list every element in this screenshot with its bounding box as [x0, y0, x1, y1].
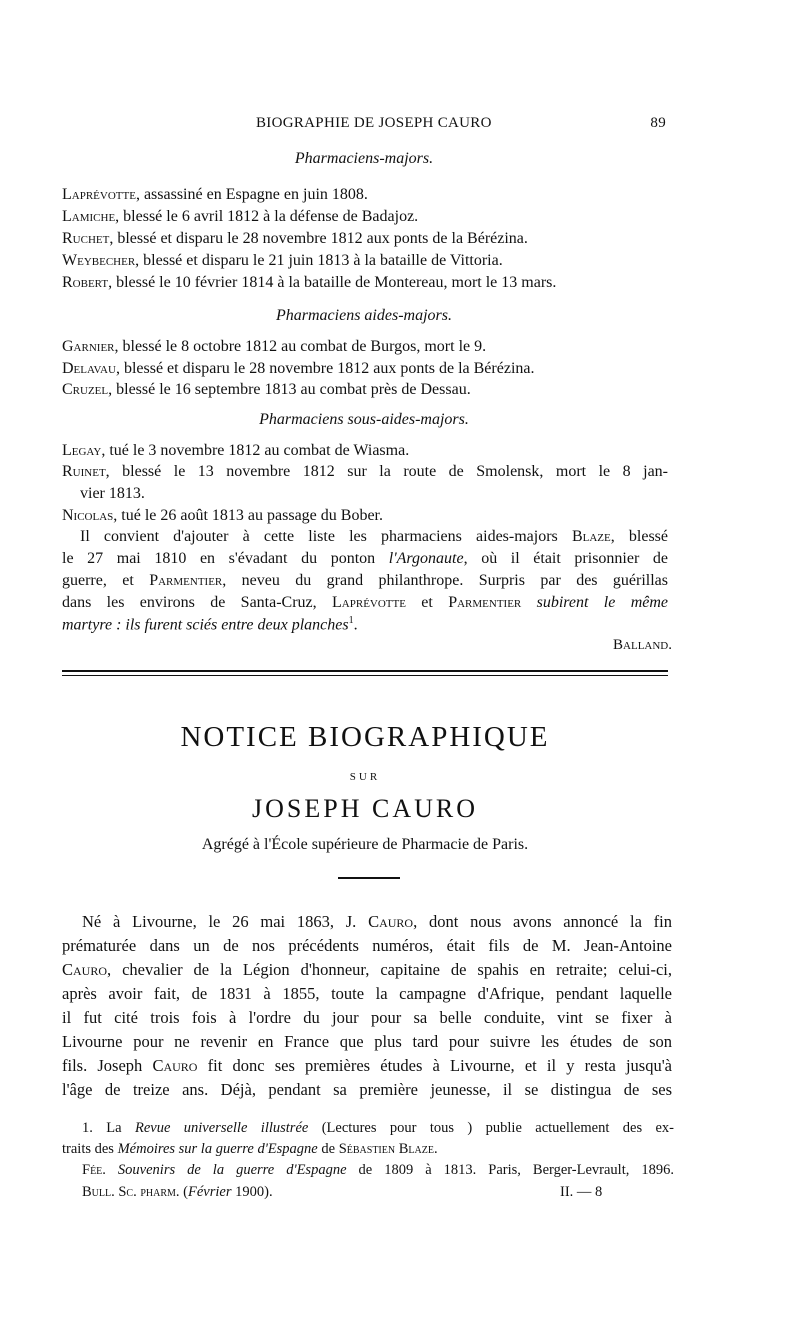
notice-title: NOTICE BIOGRAPHIQUE [180, 721, 550, 753]
body-line: après avoir fait, de 1831 à 1855, toute la campagne d'Afrique, pendant laquelle [62, 984, 672, 1003]
notice-subtitle: Agrégé à l'École supérieure de Pharmacie de Paris. [201, 836, 529, 853]
closing-line: dans les environs de Santa-Cruz, Laprévotte et Parmentier subirent le même [62, 594, 669, 611]
body-line: l'âge de treize ans. Déjà, pendant sa première jeunesse, il se distingua de ses [62, 1080, 672, 1099]
body-line: prématurée dans un de nos précédents numéros, était fils de M. Jean-Antoine [62, 936, 672, 955]
closing-line: Il convient d'ajouter à cette liste les pharmaciens aides-majors Blaze, blessé [80, 528, 668, 545]
header-title: BIOGRAPHIE DE JOSEPH CAURO [256, 115, 492, 131]
list-item: Garnier, blessé le 8 octobre 1812 au combat de Burgos, mort le 9. [62, 338, 487, 355]
section-heading-aides: Pharmaciens aides-majors. [276, 307, 452, 324]
list-item-continuation: vier 1813. [80, 485, 145, 502]
short-rule [338, 877, 400, 879]
notice-name: JOSEPH CAURO [252, 794, 478, 823]
list-item: Nicolas, tué le 26 août 1813 au passage du Bober. [62, 507, 383, 524]
list-item: Lamiche, blessé le 6 avril 1812 à la défense de Badajoz. [62, 208, 419, 225]
body-line: il fut cité trois fois à l'ordre du jour pour sa belle conduite, vint se fixer à [62, 1008, 672, 1027]
section-heading-sous-aides: Pharmaciens sous-aides-majors. [259, 411, 469, 428]
double-rule-bottom [62, 675, 668, 676]
list-item: Laprévotte, assassiné en Espagne en juin 1808. [62, 186, 368, 203]
body-line: fils. Joseph Cauro fit donc ses premières études à Livourne, et il y resta jusqu'à [62, 1056, 672, 1075]
body-line: Livourne pour ne revenir en France que plus tard pour suivre les études de son [62, 1032, 672, 1051]
list-item: Robert, blessé le 10 février 1814 à la bataille de Montereau, mort le 13 mars. [62, 274, 557, 291]
closing-line: le 27 mai 1810 en s'évadant du ponton l'Argonaute, où il était prisonnier de [62, 550, 669, 567]
footnote-line: traits des Mémoires sur la guerre d'Espagne de Sébastien Blaze. [62, 1141, 438, 1157]
footnote-line: 1. La Revue universelle illustrée (Lectures pour tous ) publie actuellement des ex- [82, 1120, 674, 1136]
page-number: 89 [650, 115, 666, 131]
footer-journal: Bull. Sc. pharm. (Février 1900). [82, 1184, 273, 1200]
list-item: Ruinet, blessé le 13 novembre 1812 sur la route de Smolensk, mort le 8 jan- [62, 463, 668, 480]
closing-line: guerre, et Parmentier, neveu du grand philanthrope. Surpris par des guérillas [62, 572, 669, 589]
body-line: Cauro, chevalier de la Légion d'honneur, capitaine de spahis en retraite; celui-ci, [62, 960, 672, 979]
double-rule-top [62, 670, 668, 672]
body-line: Né à Livourne, le 26 mai 1863, J. Cauro, dont nous avons annoncé la fin [82, 912, 672, 931]
list-item: Ruchet, blessé et disparu le 28 novembre 1812 aux ponts de la Bérézina. [62, 230, 528, 247]
signature: Balland. [613, 637, 672, 653]
section-heading-majors: Pharmaciens-majors. [294, 150, 434, 167]
list-item: Legay, tué le 3 novembre 1812 au combat de Wiasma. [62, 442, 410, 459]
list-item: Weybecher, blessé et disparu le 21 juin 1813 à la bataille de Vittoria. [62, 252, 503, 269]
list-item: Cruzel, blessé le 16 septembre 1813 au combat près de Dessau. [62, 381, 471, 398]
list-item: Delavau, blessé et disparu le 28 novembre 1812 aux ponts de la Bérézina. [62, 360, 535, 377]
notice-sur: SUR [349, 771, 381, 783]
footnote-line: Fée. Souvenirs de la guerre d'Espagne de 1809 à 1813. Paris, Berger-Levrault, 1896. [82, 1162, 674, 1178]
closing-line: martyre : ils furent sciés entre deux planches$^1$. [62, 615, 358, 634]
footer-volume: II. — 8 [560, 1184, 603, 1200]
